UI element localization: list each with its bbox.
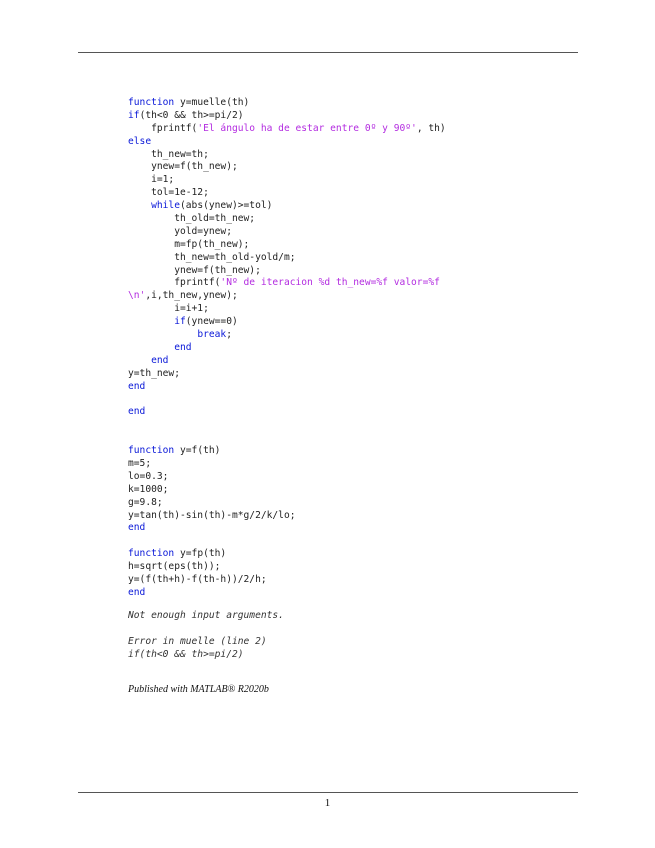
code-keyword: if: [174, 316, 186, 328]
code-text: y=f(th): [174, 445, 221, 457]
code-line: [128, 213, 446, 226]
code-text: fprintf(: [128, 122, 198, 134]
code-text: m=fp(th_new);: [128, 238, 250, 250]
code-text: th_old=th_new;: [128, 213, 256, 225]
code-text: y=(f(th+h)-f(th-h))/2/h;: [128, 573, 267, 585]
code-line: [128, 97, 446, 110]
code-string: 'Nº de iteracion %d th_new=%f valor=%f: [220, 277, 440, 289]
code-text: ,i,th_new,ynew);: [145, 290, 238, 302]
code-text: (th<0 && th>=pi/2): [139, 109, 244, 121]
code-line: [128, 561, 446, 574]
code-text: y=th_new;: [128, 367, 180, 379]
code-text: [128, 329, 197, 340]
code-text: k=1000;: [128, 483, 169, 495]
code-line: [128, 161, 446, 174]
code-text: [128, 200, 151, 211]
code-keyword: function: [128, 445, 175, 457]
code-line: [128, 445, 446, 458]
code-line: [128, 522, 446, 535]
code-line: [128, 471, 446, 484]
code-keyword: end: [174, 341, 192, 353]
code-line: [128, 510, 446, 523]
code-keyword: break: [197, 329, 227, 341]
code-line: [128, 290, 446, 303]
code-line: [128, 303, 446, 316]
code-text: g=9.8;: [128, 496, 163, 508]
code-text: ;: [226, 329, 232, 341]
code-line: [128, 277, 446, 290]
code-line: [128, 497, 446, 510]
code-keyword: while: [151, 200, 180, 212]
code-text: ynew=f(th_new);: [128, 161, 238, 173]
code-line: [128, 265, 446, 278]
code-text: , th): [416, 122, 446, 134]
code-line: [128, 200, 446, 213]
code-text: y=fp(th): [174, 548, 227, 560]
matlab-code-block: [128, 97, 446, 600]
code-text: (abs(ynew)>=tol): [180, 200, 273, 212]
code-text: (ynew==0): [185, 316, 238, 328]
footer-rule: [78, 792, 578, 793]
code-line: [128, 393, 446, 406]
code-line: [128, 587, 446, 600]
code-line: [128, 574, 446, 587]
output-line: [128, 623, 284, 636]
code-line: [128, 381, 446, 394]
code-line: [128, 136, 446, 149]
output-line: Not enough input arguments.: [128, 610, 284, 621]
code-line: [128, 329, 446, 342]
code-text: [128, 355, 151, 366]
code-line: [128, 174, 446, 187]
code-text: ynew=f(th_new);: [128, 264, 261, 276]
page-number: 1: [324, 797, 331, 809]
code-line: [128, 316, 446, 329]
output-line: Error in muelle (line 2): [128, 635, 267, 647]
code-text: h=sqrt(eps(th));: [128, 561, 221, 573]
code-text: y=tan(th)-sin(th)-m*g/2/k/lo;: [128, 509, 296, 521]
code-line: [128, 368, 446, 381]
code-line: [128, 187, 446, 200]
code-line: [128, 484, 446, 497]
code-string: \n': [128, 290, 146, 302]
code-line: [128, 123, 446, 136]
code-line: [128, 406, 446, 419]
code-line: [128, 342, 446, 355]
output-line: if(th<0 && th>=pi/2): [128, 648, 244, 660]
code-line: [128, 458, 446, 471]
code-text: i=i+1;: [128, 303, 209, 315]
code-text: i=1;: [128, 174, 175, 186]
code-line: [128, 432, 446, 445]
code-line: [128, 252, 446, 265]
code-text: m=5;: [128, 457, 152, 469]
code-keyword: if: [128, 109, 140, 121]
code-line: [128, 226, 446, 239]
code-text: [128, 316, 174, 327]
code-text: lo=0.3;: [128, 470, 169, 482]
code-text: th_new=th;: [128, 148, 209, 160]
published-footer: Published with MATLAB® R2020b: [128, 684, 269, 695]
code-keyword: end: [128, 380, 146, 392]
header-rule: [78, 52, 578, 53]
code-line: [128, 535, 446, 548]
code-text: y=muelle(th): [174, 97, 250, 108]
code-line: [128, 149, 446, 162]
code-text: [128, 342, 174, 353]
code-line: [128, 239, 446, 252]
code-string: 'El ángulo ha de estar entre 0º y 90º': [197, 122, 417, 134]
code-line: [128, 548, 446, 561]
code-text: th_new=th_old-yold/m;: [128, 251, 296, 263]
command-output: [128, 610, 284, 662]
code-line: [128, 419, 446, 432]
code-text: yold=ynew;: [128, 225, 232, 237]
code-keyword: function: [128, 97, 175, 108]
code-keyword: end: [128, 586, 146, 598]
code-line: [128, 355, 446, 368]
code-text: tol=1e-12;: [128, 187, 209, 199]
code-keyword: function: [128, 548, 175, 560]
code-keyword: end: [151, 354, 169, 366]
code-keyword: end: [128, 522, 146, 534]
code-keyword: end: [128, 406, 146, 418]
code-text: fprintf(: [128, 277, 221, 289]
code-line: [128, 110, 446, 123]
code-keyword: else: [128, 135, 152, 147]
